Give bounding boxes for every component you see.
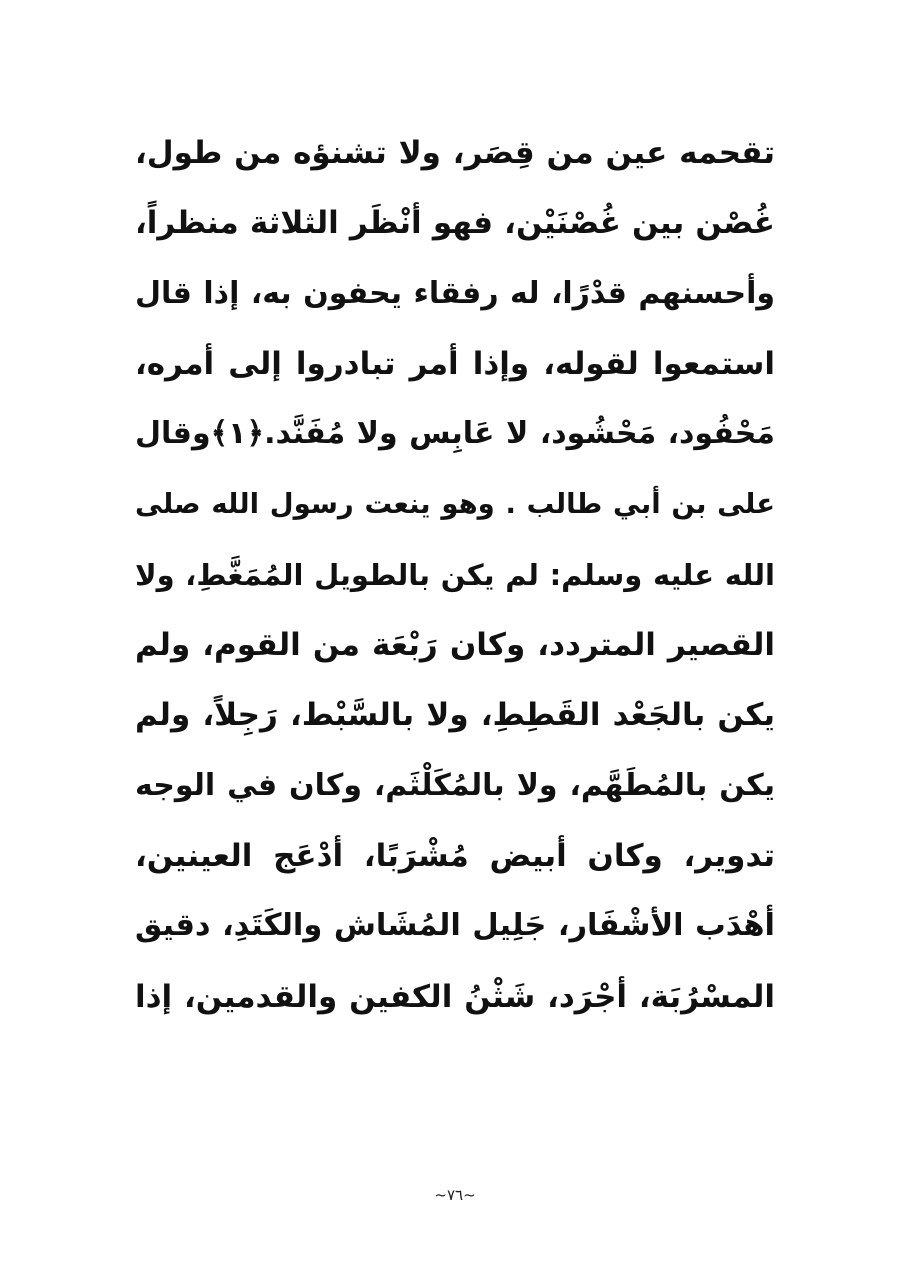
text-line-11: تدوير، وكان أبيض مُشْرَبًا، أدْعَج العينين، <box>135 837 775 874</box>
text-line-10: يكن بالمُطَهَّم، ولا بالمُكَلْثَم، وكان في الوجه <box>135 767 775 803</box>
page-number: ~٧٦~ <box>434 1186 476 1204</box>
text-line-3: وأحسنهم قدْرًا، له رفقاء يحفون به، إذا قال <box>135 275 775 311</box>
text-line-7: الله عليه وسلم: لم يكن بالطويل المُمَغَّطِ، ولا <box>135 557 775 592</box>
text-line-9: يكن بالجَعْد القَطِطِ، ولا بالسَّبْط، رَجِلاً، ولم <box>135 697 775 734</box>
text-line-5: مَحْفُود، مَحْشُود، لا عَابِس ولا مُفَنَّد.﴿١﴾وقال <box>135 416 775 452</box>
body-text <box>135 118 775 1032</box>
text-line-4: استمعوا لقوله، وإذا أمر تبادروا إلى أمره، <box>135 345 775 382</box>
text-line-13: المسْرُبَة، أجْرَد، شَثْنُ الكفين والقدمين، إذا <box>135 978 775 1015</box>
text-line-12: أهْدَب الأشْفَار، جَلِيل المُشَاش والكَتَدِ، دقيق <box>135 908 775 944</box>
text-line-8: القصير المتردد، وكان رَبْعَة من القوم، ولم <box>135 627 775 664</box>
text-line-6: على بن أبي طالب . وهو ينعت رسول الله صلى <box>135 488 775 521</box>
text-line-2: غُصْن بين غُصْنَيْن، فهو أنْظَر الثلاثة منظراً، <box>135 205 775 242</box>
text-line-1: تقحمه عين من قِصَر، ولا تشنؤه من طول، <box>135 135 775 171</box>
